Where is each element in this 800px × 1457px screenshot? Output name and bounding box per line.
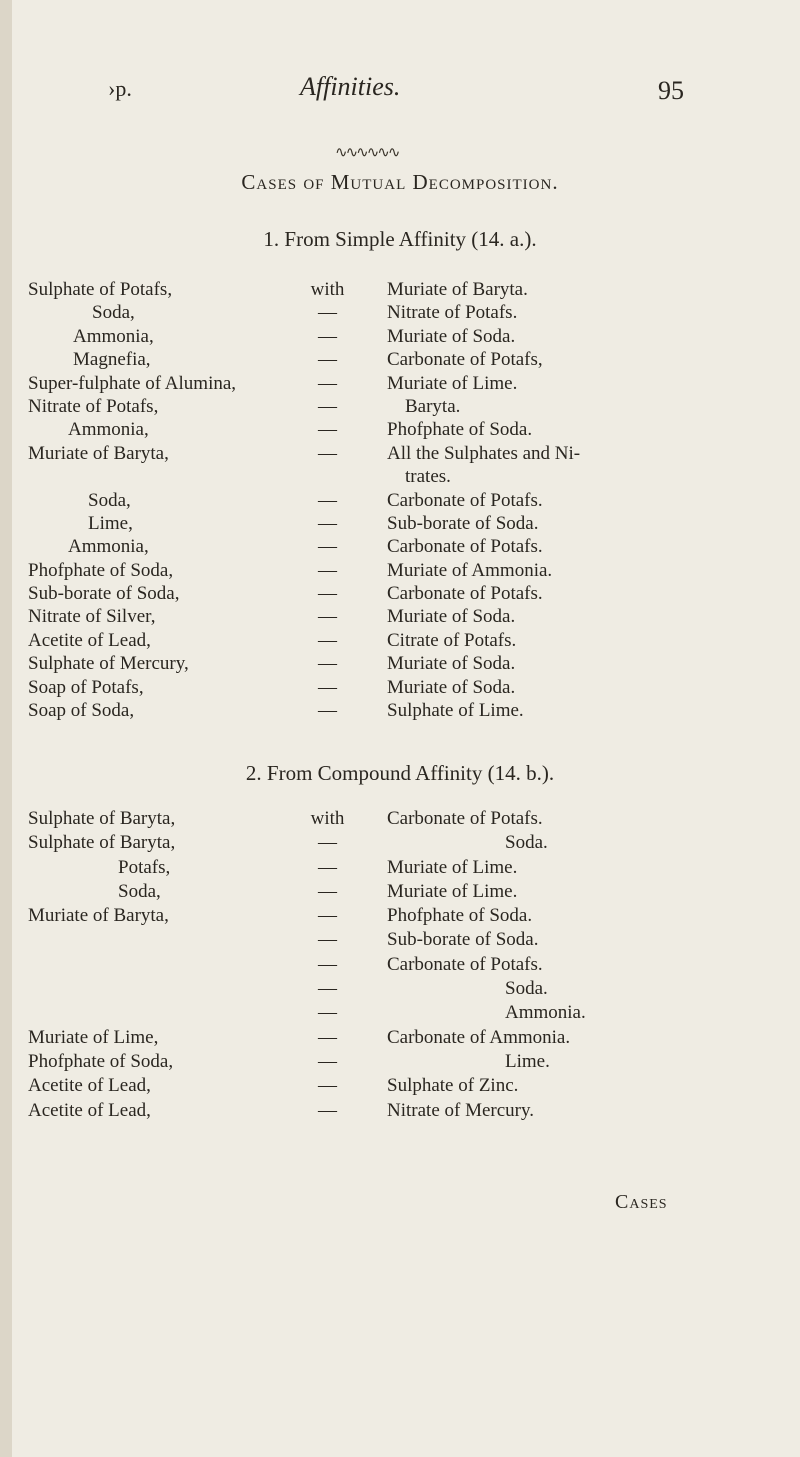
left-substance: Acetite of Lead,	[28, 1099, 151, 1121]
left-substance: Muriate of Lime,	[28, 1026, 159, 1048]
table-row	[0, 856, 800, 880]
table-row	[0, 559, 800, 582]
running-head-title: Affinities.	[300, 72, 401, 101]
left-substance: Sub-borate of Soda,	[28, 583, 180, 605]
right-substance: Sulphate of Zinc.	[387, 1075, 519, 1097]
connector: —	[318, 325, 337, 347]
right-substance: All the Sulphates and Ni-	[387, 442, 581, 464]
ornament-rule: ∿∿∿∿∿∿	[335, 145, 399, 161]
left-substance: Sulphate of Baryta,	[28, 808, 176, 829]
connector: —	[318, 700, 337, 722]
page-title: Cases of Mutual Decomposition.	[241, 170, 559, 194]
table-row	[0, 652, 800, 675]
table-row	[0, 605, 800, 628]
left-substance: Sulphate of Baryta,	[28, 832, 176, 854]
table-row	[0, 278, 800, 301]
left-substance: Soda,	[92, 302, 135, 324]
connector: —	[318, 442, 337, 464]
left-substance: Soap of Potafs,	[28, 676, 144, 698]
connector: —	[318, 583, 337, 605]
right-substance: Muriate of Soda.	[387, 676, 516, 698]
right-substance: Citrate of Potafs.	[387, 629, 517, 651]
right-substance: Muriate of Soda.	[387, 325, 516, 347]
table-row	[0, 512, 800, 535]
connector: —	[318, 512, 337, 534]
left-substance: Nitrate of Silver,	[28, 606, 156, 628]
left-substance: Magnefia,	[73, 349, 151, 371]
left-substance: Phofphate of Soda,	[28, 559, 174, 581]
connector: —	[318, 880, 337, 902]
connector: —	[318, 953, 337, 975]
connector: with	[310, 808, 345, 829]
left-substance: Super-fulphate of Alumina,	[28, 372, 237, 394]
table-row	[0, 629, 800, 652]
right-substance: Nitrate of Mercury.	[387, 1099, 535, 1121]
connector: —	[318, 489, 337, 511]
table-row	[0, 465, 800, 488]
right-substance: Sub-borate of Soda.	[387, 929, 539, 951]
right-substance: trates.	[405, 466, 451, 488]
right-substance: Nitrate of Potafs.	[387, 302, 518, 324]
table-row	[0, 676, 800, 699]
table-row	[0, 1074, 800, 1098]
page-edge	[0, 0, 12, 1457]
table-row	[0, 807, 800, 831]
left-substance: Lime,	[88, 512, 133, 534]
right-substance: Sub-borate of Soda.	[387, 512, 539, 534]
connector: —	[318, 395, 337, 417]
right-substance: Muriate of Baryta.	[387, 279, 528, 300]
connector: —	[318, 1075, 337, 1097]
table-row	[0, 535, 800, 558]
table-row	[0, 301, 800, 324]
connector: —	[318, 676, 337, 698]
connector: with	[310, 279, 345, 300]
left-substance: Soap of Soda,	[28, 700, 135, 722]
connector: —	[318, 929, 337, 951]
right-substance: Carbonate of Potafs.	[387, 536, 543, 558]
left-substance: Ammonia,	[68, 419, 149, 441]
table-row	[0, 325, 800, 348]
table-row	[0, 977, 800, 1001]
table-row	[0, 372, 800, 395]
connector: —	[318, 536, 337, 558]
table-row	[0, 1026, 800, 1050]
section-1-heading: 1. From Simple Affinity (14. a.).	[263, 227, 537, 251]
right-substance: Sulphate of Lime.	[387, 700, 524, 722]
table-row	[0, 1050, 800, 1074]
left-substance: Sulphate of Mercury,	[28, 653, 189, 675]
table-row	[0, 831, 800, 855]
catchword: Cases	[615, 1191, 668, 1213]
right-substance: Muriate of Lime.	[387, 880, 518, 902]
right-substance: Carbonate of Potafs.	[387, 489, 543, 511]
connector: —	[318, 629, 337, 651]
connector: —	[318, 1099, 337, 1121]
right-substance: Muriate of Lime.	[387, 856, 518, 878]
connector: —	[318, 653, 337, 675]
connector: —	[318, 559, 337, 581]
left-substance: Potafs,	[118, 856, 171, 878]
connector: —	[318, 419, 337, 441]
running-head-left: ›p.	[108, 76, 132, 101]
connector: —	[318, 832, 337, 854]
table-row	[0, 442, 800, 465]
connector: —	[318, 905, 337, 927]
left-substance: Acetite of Lead,	[28, 1075, 151, 1097]
connector: —	[318, 1026, 337, 1048]
table-row	[0, 880, 800, 904]
left-substance: Soda,	[118, 880, 161, 902]
connector: —	[318, 302, 337, 324]
right-substance: Carbonate of Potafs,	[387, 349, 543, 371]
connector: —	[318, 1002, 337, 1024]
table-row	[0, 489, 800, 512]
connector: —	[318, 1050, 337, 1072]
right-substance: Phofphate of Soda.	[387, 905, 533, 927]
section-2-table	[0, 807, 800, 1123]
connector: —	[318, 606, 337, 628]
connector: —	[318, 349, 337, 371]
right-substance: Carbonate of Potafs.	[387, 583, 543, 605]
table-row	[0, 928, 800, 952]
connector: —	[318, 978, 337, 1000]
right-substance: Soda.	[505, 832, 548, 854]
left-substance: Muriate of Baryta,	[28, 905, 169, 927]
right-substance: Soda.	[505, 978, 548, 1000]
right-substance: Lime.	[505, 1050, 550, 1072]
left-substance: Soda,	[88, 489, 131, 511]
table-row	[0, 1001, 800, 1025]
section-2-heading: 2. From Compound Affinity (14. b.).	[245, 761, 555, 785]
right-substance: Baryta.	[405, 395, 461, 417]
table-row	[0, 582, 800, 605]
table-row	[0, 395, 800, 418]
table-row	[0, 418, 800, 441]
right-substance: Carbonate of Potafs.	[387, 808, 543, 829]
right-substance: Carbonate of Ammonia.	[387, 1026, 571, 1048]
connector: —	[318, 372, 337, 394]
left-substance: Acetite of Lead,	[28, 629, 151, 651]
right-substance: Muriate of Lime.	[387, 372, 518, 394]
page-number: 95	[658, 76, 684, 105]
table-row	[0, 904, 800, 928]
right-substance: Muriate of Soda.	[387, 653, 516, 675]
left-substance: Nitrate of Potafs,	[28, 395, 159, 417]
left-substance: Sulphate of Potafs,	[28, 279, 173, 300]
table-row	[0, 1099, 800, 1123]
table-row	[0, 699, 800, 722]
left-substance: Phofphate of Soda,	[28, 1050, 174, 1072]
right-substance: Ammonia.	[505, 1002, 586, 1024]
right-substance: Muriate of Ammonia.	[387, 559, 553, 581]
table-row	[0, 348, 800, 371]
section-1-table	[0, 278, 800, 722]
right-substance: Muriate of Soda.	[387, 606, 516, 628]
left-substance: Ammonia,	[73, 325, 154, 347]
left-substance: Muriate of Baryta,	[28, 442, 169, 464]
right-substance: Carbonate of Potafs.	[387, 953, 543, 975]
connector: —	[318, 856, 337, 878]
left-substance: Ammonia,	[68, 536, 149, 558]
table-row	[0, 953, 800, 977]
right-substance: Phofphate of Soda.	[387, 419, 533, 441]
